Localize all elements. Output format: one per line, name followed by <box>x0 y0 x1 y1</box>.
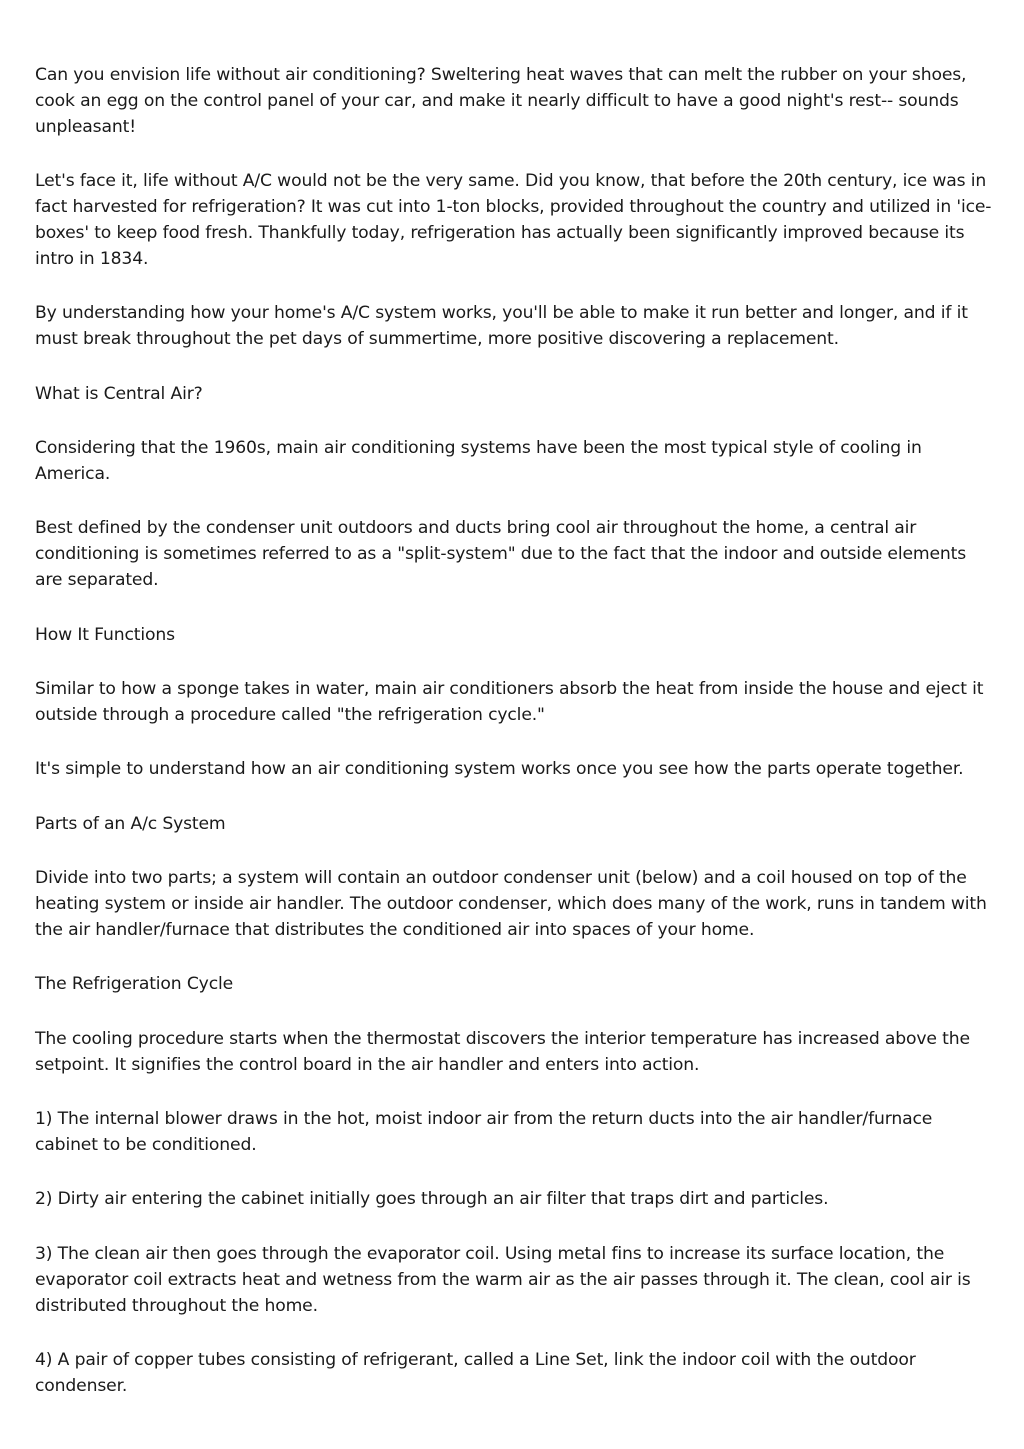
heading-parts: Parts of an A/c System <box>35 813 226 834</box>
step-4: 4) A pair of copper tubes consisting of refrigerant, called a Line Set, link the indoor coil with the outdoor condenser. <box>35 1350 916 1396</box>
paragraph-1960s: Considering that the 1960s, main air conditioning systems have been the most typical style of cooling in America. <box>35 438 922 484</box>
paragraph-understanding: By understanding how your home's A/C system works, you'll be able to make it run better and longer, and if it must break throughout the pet days of summertime, more positive discovering a replacement. <box>35 303 968 350</box>
step-1: 1) The internal blower draws in the hot, moist indoor air from the return ducts into the air handler/furnace cabinet to be conditioned. <box>35 1109 933 1155</box>
document-body <box>35 63 995 1428</box>
paragraph-split-system: Best defined by the condenser unit outdoors and ducts bring cool air throughout the home, a central air conditioning is sometimes referred to as a "split-system" due to the fact that the indoor and outside elements are separated. <box>35 518 967 591</box>
step-3: 3) The clean air then goes through the evaporator coil. Using metal fins to increase its surface location, the evaporator coil extracts heat and wetness from the warm air as the air passes through it. The clean, cool air is distributed throughout the home. <box>35 1243 971 1316</box>
paragraph-intro: Can you envision life without air conditioning? Sweltering heat waves that can melt the rubber on your shoes, cook an egg on the control panel of your car, and make it nearly difficult to have a good night's rest-- sounds unpleasant! <box>35 65 967 137</box>
step-2: 2) Dirty air entering the cabinet initially goes through an air filter that traps dirt and particles. <box>35 1189 829 1210</box>
heading-how-it-functions: How It Functions <box>35 624 175 645</box>
paragraph-history: Let's face it, life without A/C would not be the very same. Did you know, that before the 20th century, ice was in fact harvested for refrigeration? It was cut into 1-ton blocks, provided throughout the country and utilized in 'ice-boxes' to keep food fresh. Thankfully today, refrigeration has actually been significantly improved because its intro in 1834. <box>35 171 992 269</box>
paragraph-cooling-starts: The cooling procedure starts when the thermostat discovers the interior temperature has increased above the setpoint. It signifies the control board in the air handler and enters into action. <box>35 1028 970 1075</box>
heading-central-air: What is Central Air? <box>35 383 203 404</box>
heading-refrigeration-cycle: The Refrigeration Cycle <box>35 974 234 995</box>
paragraph-parts-together: It's simple to understand how an air conditioning system works once you see how the parts operate together. <box>35 759 964 780</box>
paragraph-sponge: Similar to how a sponge takes in water, main air conditioners absorb the heat from inside the house and eject it outside through a procedure called "the refrigeration cycle." <box>35 679 984 725</box>
paragraph-two-parts: Divide into two parts; a system will contain an outdoor condenser unit (below) and a coil housed on top of the heating system or inside air handler. The outdoor condenser, which does many of the work, runs in tandem with the air handler/furnace that distributes the conditioned air into spaces of your home. <box>35 868 987 940</box>
